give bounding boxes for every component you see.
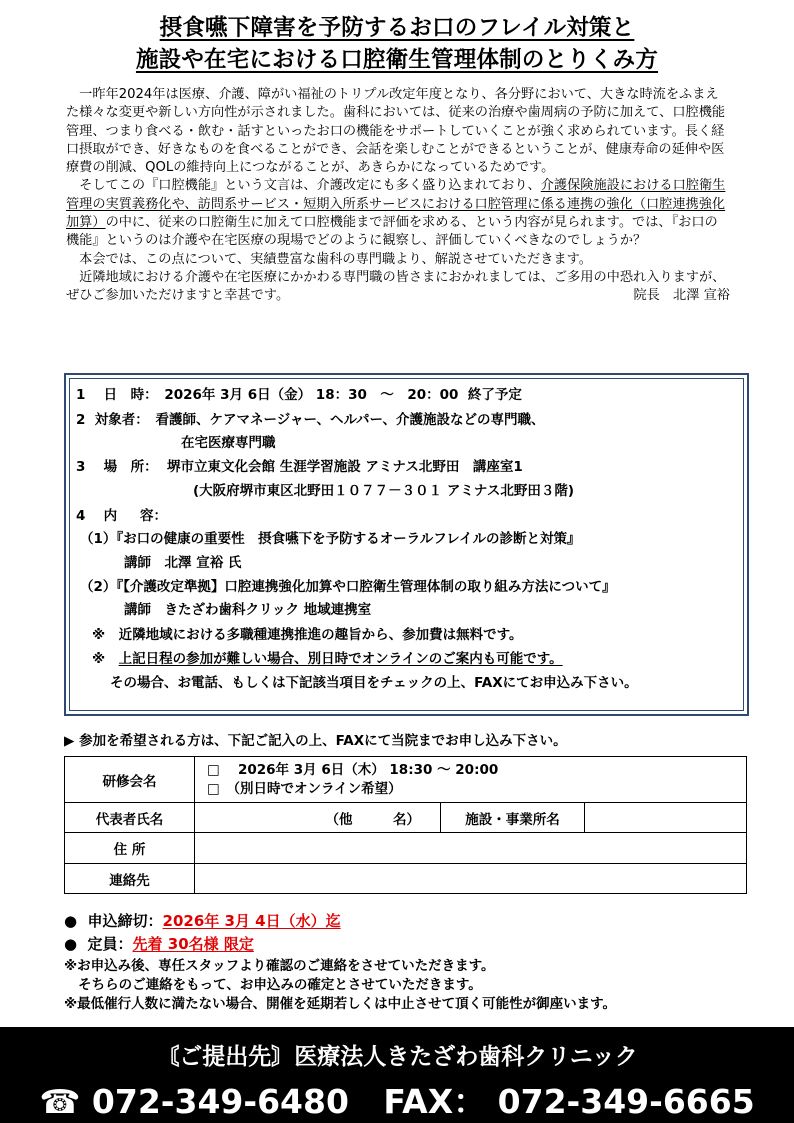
submission-destination: 〘ご提出先〙医療法人きたざわ歯科クリニック: [156, 1044, 638, 1070]
capacity-label: ● 定員：: [64, 935, 133, 953]
note-minimum: ※最低催行人数に満たない場合、開催を延期若しくは中止させて頂く可能性が御座います。: [64, 996, 617, 1012]
intro-paragraph-3: 本会では、この点について、実績豊富な歯科の専門職より、解説させていただきます。: [66, 251, 592, 267]
facility-field[interactable]: [585, 803, 747, 833]
phone-number[interactable]: 072-349-6480: [91, 1082, 349, 1121]
note-confirmation-2: そちらのご連絡をもって、お申込みの確定とさせていただきます。: [64, 977, 482, 993]
deadline-value: 2026年 3月 4日（水）迄: [162, 912, 341, 930]
deadline: [64, 911, 341, 931]
capacity-value: 先着 30名様 限定: [132, 935, 254, 953]
intro-p2-start: そしてこの『口腔機能』という文言は、介護改定にも多く盛り込まれており、: [66, 178, 541, 194]
page-title-line2: 施設や在宅における口腔衛生管理体制のとりくみ方: [135, 47, 659, 73]
note-online: [92, 650, 563, 668]
address-label: 住 所: [65, 833, 195, 864]
signature: 院長 北澤 宣裕: [633, 288, 730, 304]
event-venue: 3 場 所： 堺市立東文化会館 生涯学習施設 アミナス北野田 講座室1: [76, 459, 523, 475]
event-target-cont: 在宅医療専門職: [181, 435, 276, 451]
note-free: ※ 近隣地域における多職種連携推進の趣旨から、参加費は無料です。: [92, 627, 523, 643]
session-option-online[interactable]: □ （別日時でオンライン希望）: [207, 780, 402, 797]
representative-field[interactable]: （他 名）: [195, 803, 441, 833]
capacity: [64, 934, 254, 954]
event-item-2: （2）『【介護改定準拠】口腔連携強化加算や口腔衛生管理体制の取り組み方法について』: [80, 579, 616, 595]
intro-paragraph-2: [66, 177, 730, 250]
event-target: 2 対象者： 看護師、ケアマネージャー、ヘルパー、介護施設などの専門職、: [76, 412, 545, 428]
application-form: [64, 756, 747, 894]
facility-label: 施設・事業所名: [441, 803, 585, 833]
intro-text: [66, 86, 730, 306]
contact-field[interactable]: [195, 864, 747, 894]
contact-numbers: [0, 1076, 794, 1123]
session-option-date[interactable]: □ 2026年 3月 6日（木） 18:30 ～ 20:00: [207, 761, 499, 778]
intro-p2-end: の中に、従来の口腔衛生に加えて口腔機能まで評価を求める、という内容が見られます。では、『お口の機能』というのは介護や在宅医療の現場でどのように観察し、評価していくべきなのでしょうか？: [66, 215, 718, 249]
session-options: [195, 757, 747, 803]
intro-p4-text: 近隣地域における介護や在宅医療にかかわる専門職の皆さまにおかれましては、ご多用の中恐れ入りますが、ぜひご参加いただけますと幸甚です。: [66, 269, 726, 304]
fax-label: FAX：: [383, 1082, 487, 1121]
event-item-1-speaker: 講師 北澤 宣裕 氏: [124, 555, 242, 571]
fax-number: 072-349-6665: [497, 1082, 755, 1121]
note-online-mark: ※: [92, 651, 106, 667]
contact-label: 連絡先: [65, 864, 195, 894]
note-confirmation: ※お申込み後、専任スタッフより確認のご連絡をさせていただきます。: [64, 958, 495, 974]
page-title-line1: 摂食嚥下障害を予防するお口のフレイル対策と: [159, 15, 635, 41]
address-field[interactable]: [195, 833, 747, 864]
intro-p2-underlined: 介護保険施設における口腔衛生管理の実質義務化や、訪問系サービス・短期入所系サービスにおける口腔管理に係る連携の強化（口腔連携強化加算）: [66, 178, 726, 231]
intro-paragraph-1: 一昨年2024年は医療、介護、障がい福祉のトリプル改定年度となり、各分野において、大きな時流をふまえた様々な変更や新しい方向性が示されました。歯科においては、従来の治療や歯周病の予防に加えて、口腔機能管理、つまり食べる・飲む・話すといったお口の機能をサポートしていくことが強く求められています。長く経口摂取ができ、好きなものを食べることができ、会話を楽しむことができるということが、健康寿命の延伸や医療費の削減、QOLの維持向上につながることが、あきらかになっているためです。: [66, 87, 726, 176]
deadline-label: ● 申込締切：: [64, 912, 163, 930]
note-online-text: 上記日程の参加が難しい場合、別日時でオンラインのご案内も可能です。: [118, 651, 563, 667]
representative-label: 代表者氏名: [65, 803, 195, 833]
application-instruction: ▶ 参加を希望される方は、下記ご記入の上、FAXにて当院までお申し込み下さい。: [64, 733, 567, 749]
note-apply: その場合、お電話、もしくは下記該当項目をチェックの上、FAXにてお申込み下さい。: [110, 675, 638, 691]
event-date: 1 日 時： 2026年 3月 6日（金） 18：30 ～ 20：00 終了予定: [76, 387, 522, 403]
intro-paragraph-4: [66, 269, 730, 306]
footer: [0, 1027, 794, 1123]
session-name-label: 研修会名: [65, 757, 195, 803]
event-item-1: （1）『お口の健康の重要性 摂食嚥下を予防するオーラルフレイルの診断と対策』: [80, 531, 581, 547]
phone-icon: ☎: [39, 1082, 81, 1121]
event-venue-address: (大阪府堺市東区北野田１０７７－３０１ アミナス北野田３階): [193, 483, 574, 499]
event-item-2-speaker: 講師 きたざわ歯科クリック 地域連携室: [124, 602, 372, 618]
event-content-heading: 4 内 容：: [76, 508, 167, 524]
